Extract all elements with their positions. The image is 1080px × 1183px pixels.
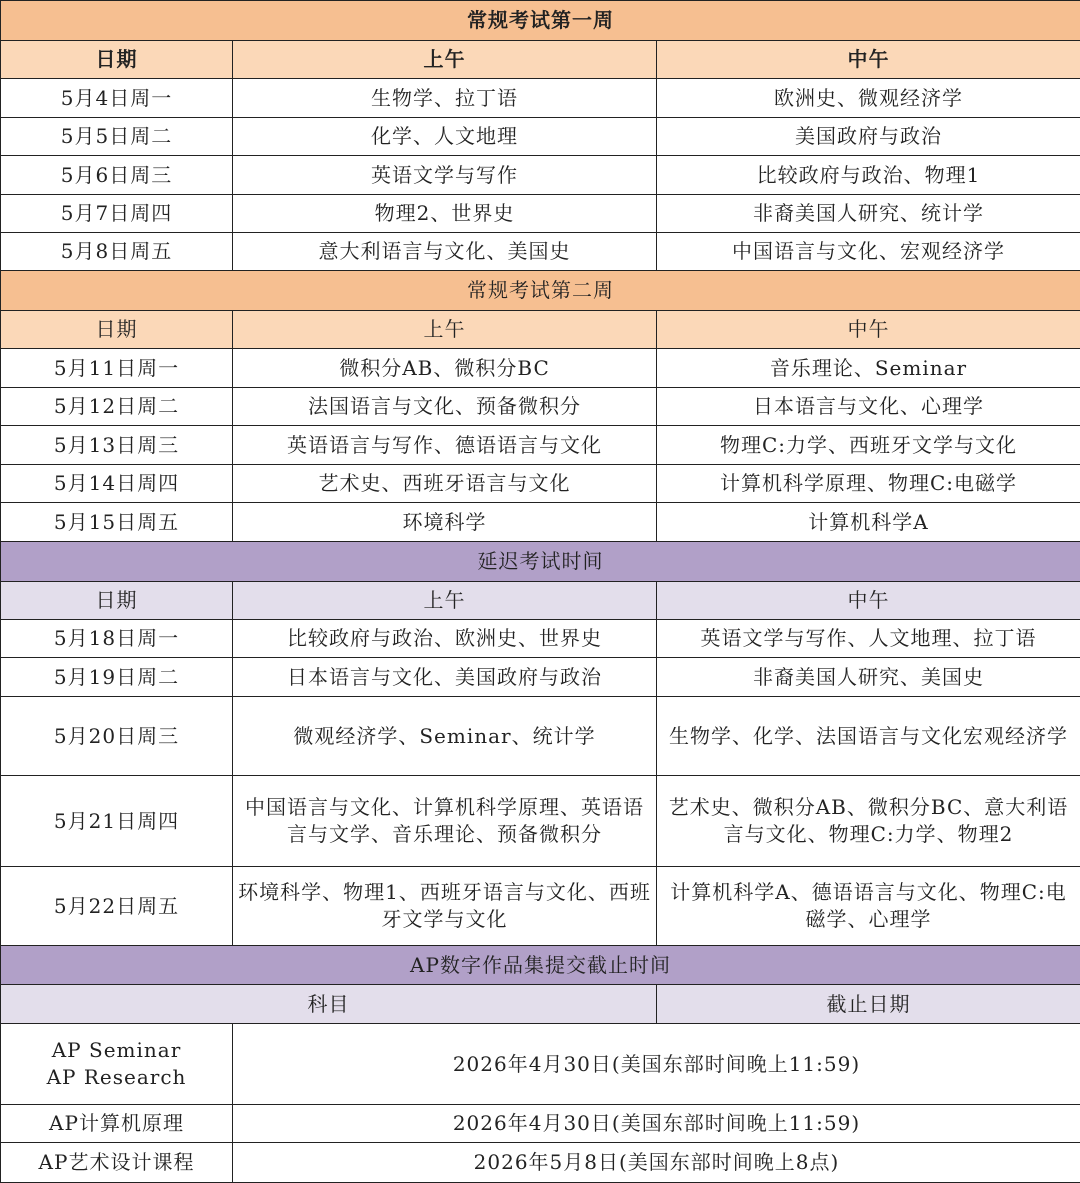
cell-noon: 生物学、化学、法国语言与文化宏观经济学 — [657, 697, 1080, 776]
section-title-row — [1, 1, 1080, 41]
cell-morning: 环境科学、物理1、西班牙语言与文化、西班牙文学与文化 — [233, 867, 657, 946]
table-row — [1, 195, 1080, 233]
cell-noon: 比较政府与政治、物理1 — [657, 156, 1080, 195]
table-row — [1, 503, 1080, 542]
header-noon: 中午 — [657, 41, 1080, 79]
cell-deadline: 2026年4月30日(美国东部时间晚上11:59) — [233, 1024, 1080, 1105]
cell-morning: 微积分AB、微积分BC — [233, 349, 657, 388]
section-title-row — [1, 271, 1080, 311]
cell-date: 5月14日周四 — [1, 465, 233, 503]
cell-date: 5月20日周三 — [1, 697, 233, 776]
cell-morning: 微观经济学、Seminar、统计学 — [233, 697, 657, 776]
table-row — [1, 1105, 1080, 1143]
cell-morning: 环境科学 — [233, 503, 657, 542]
section-title: AP数字作品集提交截止时间 — [1, 946, 1080, 985]
table-row — [1, 776, 1080, 867]
table-row — [1, 1143, 1080, 1183]
header-noon: 中午 — [657, 311, 1080, 349]
table-row — [1, 697, 1080, 776]
cell-morning: 比较政府与政治、欧洲史、世界史 — [233, 620, 657, 658]
cell-noon: 物理C:力学、西班牙文学与文化 — [657, 426, 1080, 465]
cell-date: 5月11日周一 — [1, 349, 233, 388]
header-morning: 上午 — [233, 582, 657, 620]
cell-noon: 欧洲史、微观经济学 — [657, 79, 1080, 118]
table-row — [1, 388, 1080, 426]
cell-morning: 艺术史、西班牙语言与文化 — [233, 465, 657, 503]
table-row — [1, 233, 1080, 271]
cell-morning: 意大利语言与文化、美国史 — [233, 233, 657, 271]
cell-date: 5月6日周三 — [1, 156, 233, 195]
cell-noon: 非裔美国人研究、美国史 — [657, 658, 1080, 697]
table-row — [1, 465, 1080, 503]
section-title: 常规考试第二周 — [1, 271, 1080, 311]
table-row — [1, 658, 1080, 697]
cell-date: 5月18日周一 — [1, 620, 233, 658]
header-morning: 上午 — [233, 311, 657, 349]
cell-noon: 音乐理论、Seminar — [657, 349, 1080, 388]
cell-noon: 英语文学与写作、人文地理、拉丁语 — [657, 620, 1080, 658]
table-row — [1, 620, 1080, 658]
table-row — [1, 867, 1080, 946]
cell-morning: 中国语言与文化、计算机科学原理、英语语言与文学、音乐理论、预备微积分 — [233, 776, 657, 867]
table-row — [1, 79, 1080, 118]
cell-subject: AP艺术设计课程 — [1, 1143, 233, 1183]
cell-morning: 法国语言与文化、预备微积分 — [233, 388, 657, 426]
cell-date: 5月5日周二 — [1, 118, 233, 156]
section-title: 延迟考试时间 — [1, 542, 1080, 582]
header-morning: 上午 — [233, 41, 657, 79]
table-row — [1, 349, 1080, 388]
cell-noon: 计算机科学原理、物理C:电磁学 — [657, 465, 1080, 503]
cell-morning: 日本语言与文化、美国政府与政治 — [233, 658, 657, 697]
cell-subject: AP Seminar AP Research — [1, 1024, 233, 1105]
table-row — [1, 118, 1080, 156]
section-title-row — [1, 946, 1080, 985]
header-row — [1, 311, 1080, 349]
cell-deadline: 2026年4月30日(美国东部时间晚上11:59) — [233, 1105, 1080, 1143]
cell-date: 5月21日周四 — [1, 776, 233, 867]
cell-subject: AP计算机原理 — [1, 1105, 233, 1143]
cell-date: 5月12日周二 — [1, 388, 233, 426]
cell-deadline: 2026年5月8日(美国东部时间晚上8点) — [233, 1143, 1080, 1183]
header-date: 日期 — [1, 582, 233, 620]
cell-date: 5月22日周五 — [1, 867, 233, 946]
cell-date: 5月13日周三 — [1, 426, 233, 465]
section-title-row — [1, 542, 1080, 582]
cell-noon: 计算机科学A、德语语言与文化、物理C:电磁学、心理学 — [657, 867, 1080, 946]
cell-noon: 艺术史、微积分AB、微积分BC、意大利语言与文化、物理C:力学、物理2 — [657, 776, 1080, 867]
table-row — [1, 426, 1080, 465]
header-row — [1, 41, 1080, 79]
section-title: 常规考试第一周 — [1, 1, 1080, 41]
cell-noon: 计算机科学A — [657, 503, 1080, 542]
cell-noon: 中国语言与文化、宏观经济学 — [657, 233, 1080, 271]
header-date: 日期 — [1, 311, 233, 349]
cell-date: 5月19日周二 — [1, 658, 233, 697]
header-row — [1, 985, 1080, 1024]
cell-date: 5月4日周一 — [1, 79, 233, 118]
table-row — [1, 1024, 1080, 1105]
cell-noon: 美国政府与政治 — [657, 118, 1080, 156]
header-noon: 中午 — [657, 582, 1080, 620]
cell-date: 5月7日周四 — [1, 195, 233, 233]
cell-noon: 日本语言与文化、心理学 — [657, 388, 1080, 426]
cell-morning: 物理2、世界史 — [233, 195, 657, 233]
cell-morning: 英语文学与写作 — [233, 156, 657, 195]
header-row — [1, 582, 1080, 620]
header-date: 日期 — [1, 41, 233, 79]
header-subject: 科目 — [1, 985, 657, 1024]
cell-noon: 非裔美国人研究、统计学 — [657, 195, 1080, 233]
cell-morning: 英语语言与写作、德语语言与文化 — [233, 426, 657, 465]
table-row — [1, 156, 1080, 195]
cell-morning: 化学、人文地理 — [233, 118, 657, 156]
cell-date: 5月8日周五 — [1, 233, 233, 271]
header-deadline: 截止日期 — [657, 985, 1080, 1024]
cell-date: 5月15日周五 — [1, 503, 233, 542]
cell-morning: 生物学、拉丁语 — [233, 79, 657, 118]
